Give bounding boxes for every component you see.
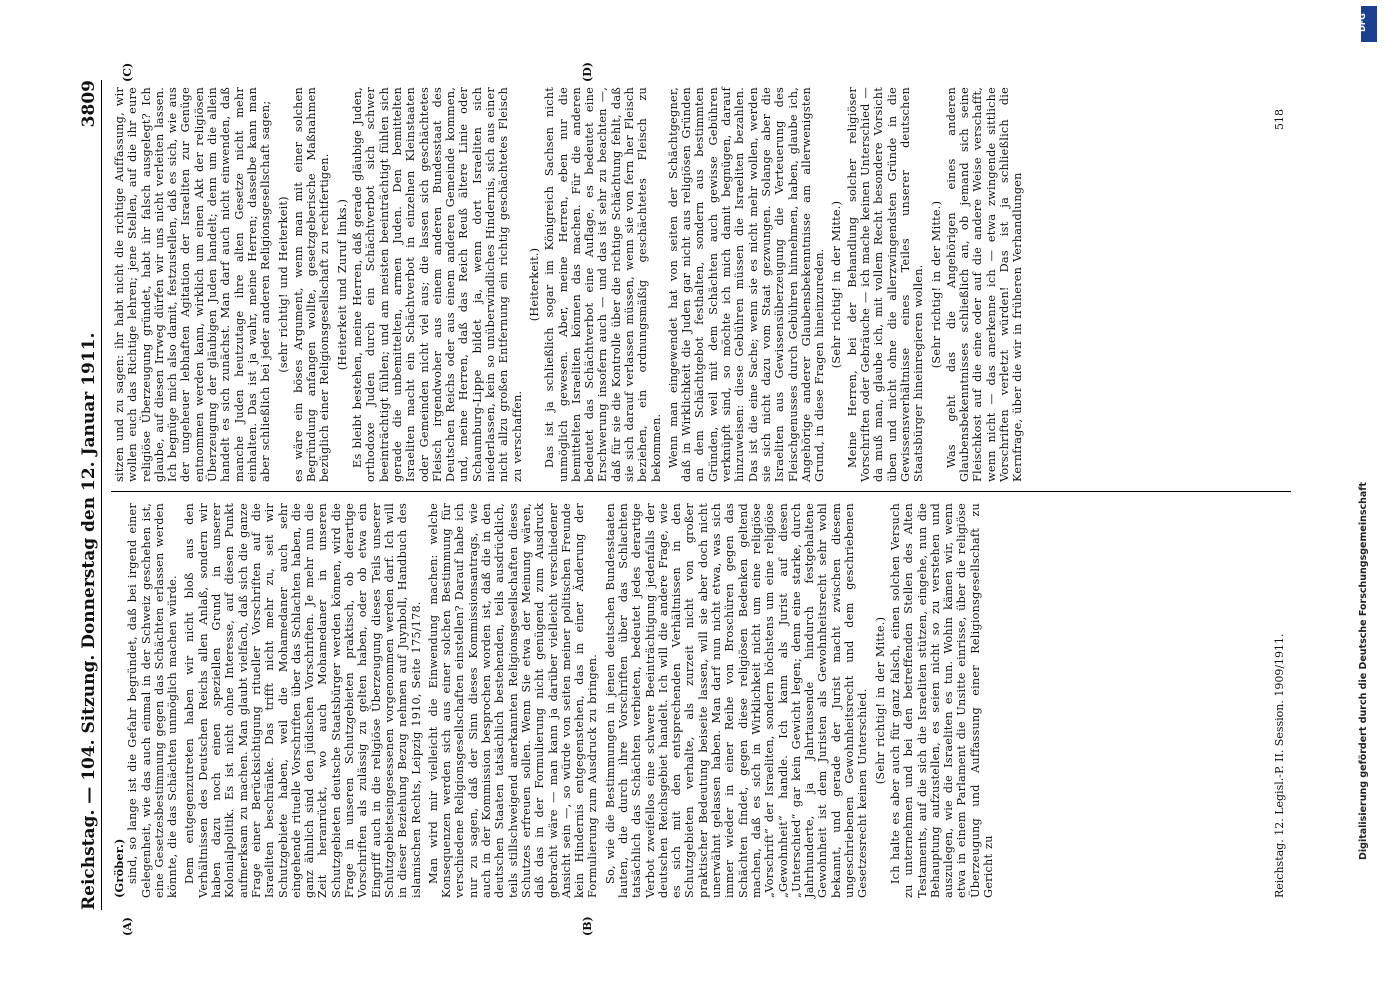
speaker-name: (Gröber.) <box>112 838 126 898</box>
interjection: (sehr richtig! und Heiterkeit) <box>276 196 290 373</box>
header-title: Reichstag. — 104. Sitzung. Donnerstag den 12. Januar 1911. <box>79 332 99 910</box>
paragraph: sitzen und zu sagen: ihr habt nicht die richtige Auffassung, wir wollen euch das Richtige lehren; jene Stellen, auf die ihr eure religiöse Überzeugung gründet, habt ihr falsch ausgelegt? Ich glaube, auf diesen Irrweg dürfen wir uns nicht verleiten lassen. Ich begnüge mich also damit, festzustellen, daß es sich, wie aus der ungeheuer lebhaften Agitation der Israeliten zur Genüge entnommen werden kann, wirklich um einen Akt der religiösen Überzeugung der gläubigen Juden handelt; denn um die allein handelt es sich zunächst. Man darf auch nicht einwenden, daß manche Juden heutzutage ihre alten Gesetze nicht mehr einhalten. Das ist ja wahr, meine Herren; dasselbe kann man aber schließlich bei jeder anderen Religionsgesellschaft sagen; <box>113 87 273 482</box>
interjection: (Sehr richtig! in der Mitte.) <box>929 200 943 369</box>
column-divider <box>111 491 1291 492</box>
page-number: 3809 <box>79 80 99 128</box>
margin-marker-d: (D) <box>581 62 594 82</box>
watermark-text: Digitalisierung gefördert durch die Deutsche Forschungsgemeinschaft <box>1358 482 1369 860</box>
margin-marker-b: (B) <box>581 916 594 936</box>
header-rule <box>101 80 102 910</box>
paragraph: Das ist ja schließlich sogar im Königreich Sachsen nicht unmöglich gewesen. Aber, meine Herren, eben nur die bemittelten Israeliten können das machen. Für die anderen bedeutet das Schächtverbot eine Auflage, es bedeutet eine Erschwerung insofern auch — und das ist sehr zu beachten —, daß für sie die Kontrolle über die richtige Schächtung fehlt, daß sie sich darauf verlassen müssen, wenn sie von fern her Fleisch beziehen, ein ordnungsmäßig geschächtetes Fleisch zu bekommen. <box>543 87 663 482</box>
footer-sheet-number: 518 <box>1273 109 1286 130</box>
paragraph: Ich halte es aber auch für ganz falsch, einen solchen Versuch zu unternehmen und bei den betreffenden Stellen des Alten Testaments, auf die sich die Israeliten stützen, eingehe, nun die Behauptung aufzustellen, es seien nicht so zu verstehen und auszulegen, wie die Israeliten es tun. Wohin kämen wir, wenn etwa in einem Parlament die Unsitte einrisse, über die religiöse Überzeugung und Auffassung einer Religionsgesellschaft zu Gericht zu <box>888 503 995 898</box>
paragraph: Dem entgegenzutreten haben wir nicht bloß aus den Verhältnissen des Deutschen Reichs allen Anlaß, sondern wir haben dazu noch einen speziellen Grund in unserer Kolonialpolitik. Es ist nicht ohne Interesse, auf diesen Punkt aufmerksam zu machen. Man glaubt vielfach, daß sich die ganze Frage einer Berücksichtigung ritueller Vorschriften auf die Israeliten beschränke. Das trifft nicht mehr zu, seit wir Schutzgebiete haben, weil die Mohamedaner auch sehr eingehende rituelle Vorschriften über das Schlachten haben, die ganz ähnlich sind den jüdischen Vorschriften. Je mehr nun die Zeit heranrückt, wo auch Mohamedaner in unseren Schutzgebieten deutsche Staatsbürger werden können, wird die Frage in unseren Schutzgebieten praktisch, ob derartige Vorschriften als zulässig zu gelten haben, oder ob etwa ein Eingriff auch in die religiöse Überzeugung dieses Teils unserer Schutzgebietseingesessenen vorgenommen werden darf. Ich will in dieser Beziehung Bezug nehmen auf Juynboll, Handbuch des islamischen Rechts, Leipzig 1910, Seite 175/178. <box>183 503 423 898</box>
page-header <box>71 80 105 910</box>
interjection: (Sehr richtig! in der Mitte.) <box>830 200 844 369</box>
digitization-watermark <box>1357 40 1379 860</box>
dfg-logo: DFG <box>1361 6 1377 42</box>
paragraph: So, wie die Bestimmungen in jenen deutschen Bundesstaaten lauten, die durch ihre Vorschriften über das Schlachten tatsächlich das Schächten verbieten, bedeutet jedes derartige Verbot zweifellos eine schwere Beeinträchtigung jedenfalls der deutschen Reichsgebiet handelt. Ich will die andere Frage, wie es sich mit den entsprechenden Verhältnissen in den Schutzgebieten verhalte, als zurzeit nicht von großer praktischer Bedeutung beiseite lassen, will sie aber doch nicht unerwähnt gelassen haben. Man darf nun nicht etwa, was sich immer wieder in einer Reihe von Broschüren gegen das Schächten findet, gegen diese religiösen Bedenken geltend machen, daß es sich in Wirklichkeit nicht um eine religiöse „Vorschrift“ der Israeliten, sondern höchstens um eine religiöse „Gewohnheit“ handle. Ich kann als Jurist auf diesen „Unterschied“ gar kein Gewicht legen; denn eine starke, durch Jahrhunderte, ja Jahrtausende hindurch festgehaltene Gewohnheit ist dem Juristen als Gewohnheitsrecht sehr wohl bekannt, und gerade der Jurist macht zwischen diesem ungeschriebenen Gewohnheitsrecht und dem geschriebenen Gesetzesrecht keinen Unterschied. <box>603 503 870 898</box>
left-column <box>113 503 999 898</box>
scanned-page <box>61 50 1321 950</box>
paragraph: es wäre ein böses Argument, wenn man mit einer solchen Begründung anfangen wollte, gesetzgeberische Maßnahmen bezüglich einer Religionsgesellschaft zu rechtfertigen. <box>291 87 332 482</box>
paragraph: Meine Herren, bei der Behandlung solcher religiöser Vorschriften oder Gebräuche — ich mache keinen Unterschied — da muß man, glaube ich, mit vollem Recht besondere Vorsicht üben und nicht ohne die allerzwingendsten Gründe in die Gewissensverhältnisse eines Teiles unserer deutschen Staatsbürger hineinregieren wollen. <box>845 87 926 482</box>
right-column <box>113 87 1029 482</box>
paragraph: Was geht das die Angehörigen eines anderen Glaubensbekenntnisses schließlich an, ob jemand sich seine Fleischkost auf die eine oder auf die andere Weise verschafft, wenn nicht — das anerkenne ich — etwa zwingende sittliche Vorschriften verletzt würden! Das ist ja schließlich die Kernfrage, über die wir in früheren Verhandlungen <box>944 87 1025 482</box>
margin-marker-a: (A) <box>121 917 134 936</box>
interjection: (Heiterkeit.) <box>527 247 541 322</box>
interjection: (Sehr richtig! in der Mitte.) <box>873 616 887 785</box>
paragraph: Man wird mir vielleicht die Einwendung machen: welche Konsequenzen werden sich aus einer solchen Bestimmung für verschiedene Religionsgesellschaften einstellen? Darauf habe ich nur zu sagen, daß der Sinn dieses Kommissionsantrags, wie auch in der Kommission besprochen worden ist, daß die in den deutschen Staaten tatsächlich bestehenden, teils ausdrücklich, teils stillschweigend anerkannten Religionsgesellschaften dieses Schutzes erfreuen sollen. Wenn Sie etwa der Meinung wären, daß das in der Formulierung nicht genügend zum Ausdruck gebracht wäre — man kann ja darüber vielleicht verschiedener Ansicht sein —, so würde von seiten meiner politischen Freunde kein Hindernis entgegenstehen, das in einer Änderung der Formulierung zum Ausdruck zu bringen. <box>426 503 600 898</box>
footer-session: Reichstag. 12. Legisl.-P. II. Session. 1909/1911. <box>1273 633 1286 898</box>
paragraph: Wenn man eingewendet hat von seiten der Schächtgegner, daß in Wirklichkeit die Juden gar nicht aus religiösen Gründen an dem Schächtgebot festhalten, sondern aus bestimmten Gründen, weil mit dem Schächten auch gewisse Gebühren verknüpft sind, so möchte ich mich damit begnügen, darauf hinzuweisen: diese Gebühren müssen die Israeliten bezahlen. Das ist die eine Sache; wenn sie es nicht mehr wollen, werden sie sich nicht dazu vom Staat gezwungen. Solange aber die Israeliten aus Gewissensüberzeugung die Verteuerung des Fleischgenusses durch Gebühren hinnehmen, haben, glaube ich, Angehörige anderer Glaubensbekenntnisse am allerwenigsten Grund, in diese Fragen hineinzureden. <box>666 87 827 482</box>
paragraph: Es bleibt bestehen, meine Herren, daß gerade gläubige Juden, orthodoxe Juden durch ein Schächtverbot sich schwer beeinträchtigt fühlen; und am meisten beeinträchtigt fühlen sich gerade die unbemittelten, armen Juden. Den bemittelten Israeliten macht ein Schächtverbot in einzelnen Kleinstaaten oder Gemeinden nicht viel aus; die lassen sich geschächtetes Fleisch irgendwoher aus einem anderen Bundesstaat des Deutschen Reichs oder aus einem anderen Gemeinde kommen, und, meine Herren, daß das Reich Reuß ältere Linie oder Schaumburg-Lippe bildet ja, wenn dort Israeliten sich niederlassen, kein so unüberwindliches Hindernis, sich aus einer nicht allzu großen Entfernung ein richtig geschächtetes Fleisch zu verschaffen. <box>351 87 524 482</box>
margin-marker-c: (C) <box>121 62 134 82</box>
interjection: (Heiterkeit und Zuruf links.) <box>335 198 349 371</box>
paragraph: sind, so lange ist die Gefahr begründet, daß bei irgend einer Gelegenheit, wie das auch einmal in der Schweiz geschehen ist, eine Gesetzesbestimmung gegen das Schächten erlassen werden könnte, die das Schächten unmöglich machen würde. <box>126 503 180 898</box>
